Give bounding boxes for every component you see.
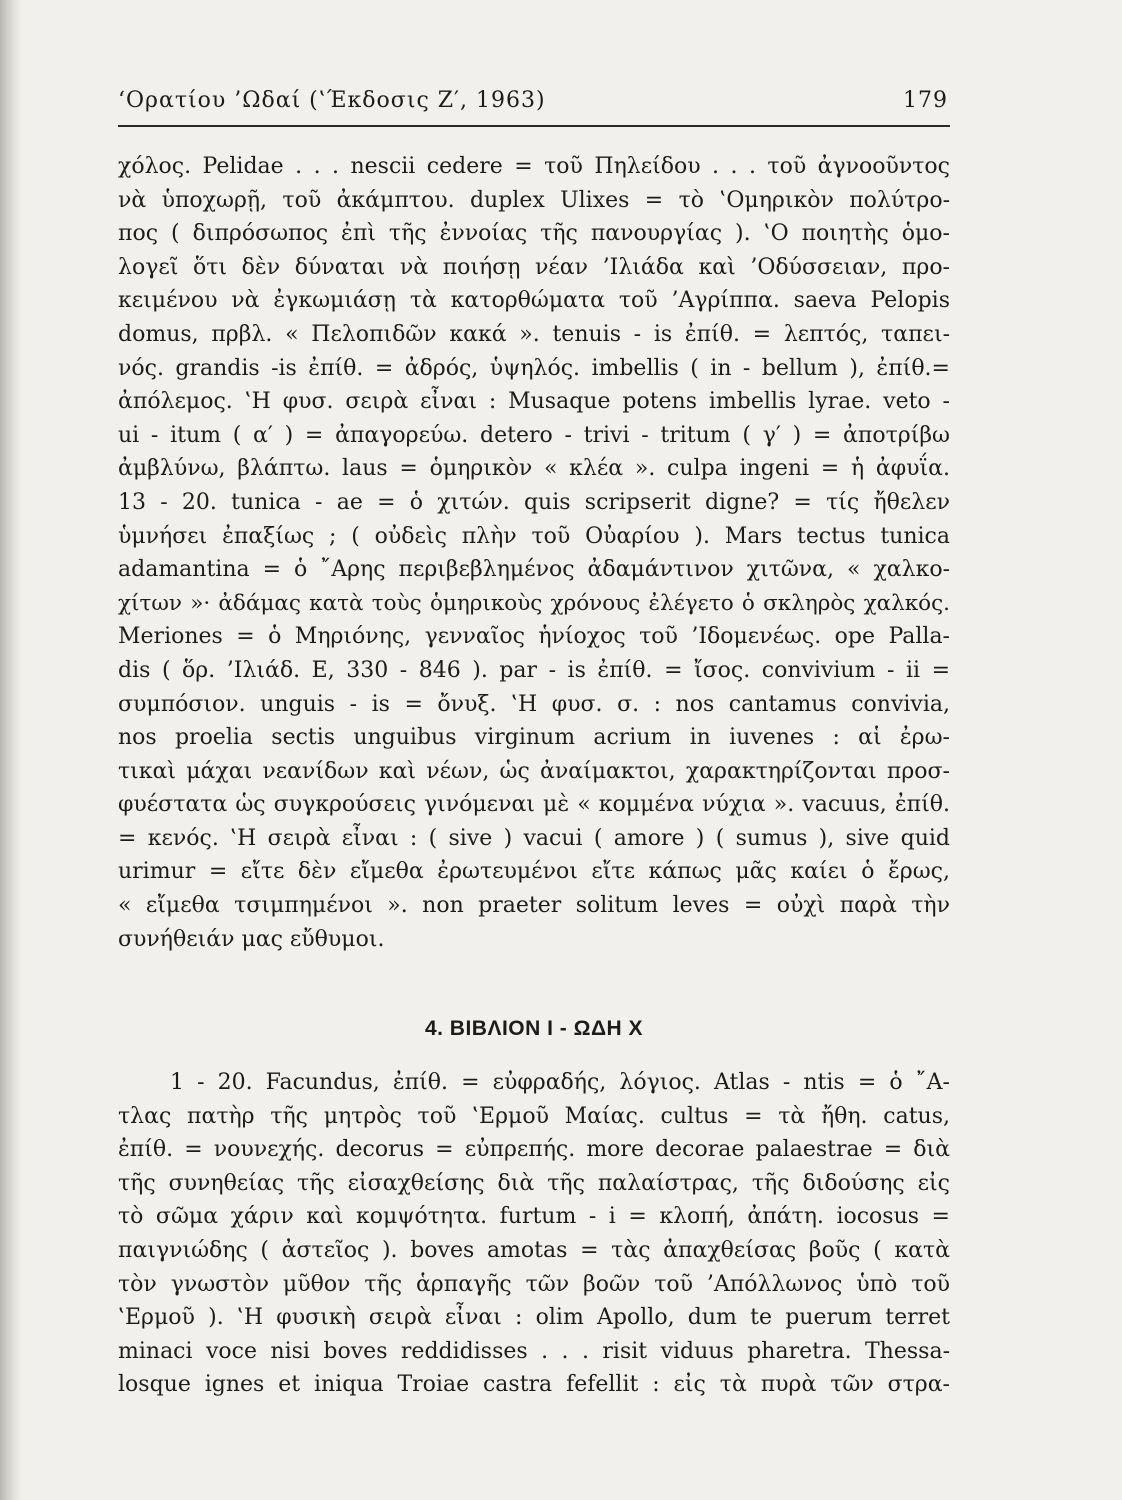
text-line: « εἴμεθα τσιμπημένοι ». non praeter solitum leves = οὐχὶ παρὰ τὴν [118,893,950,919]
text-line: nos proelia sectis unguibus virginum acrium in iuvenes : αἱ ἐρω- [118,725,950,751]
text-line: = κενός. ‛Η σειρὰ εἶναι : ( sive ) vacui ( amore ) ( sumus ), sive quid [118,825,950,851]
commentary-block-2 [118,1066,950,1402]
text-line: κειμένου νὰ ἐγκωμιάσῃ τὰ κατορθώματα τοῦ ’Αγρίππα. saeva Pelopis [118,288,950,314]
text-line: τὸ σῶμα χάριν καὶ κομψότητα. furtum - i = κλοπή, ἀπάτη. iocosus = [118,1204,950,1230]
text-line: τλας πατὴρ τῆς μητρὸς τοῦ ‛Ερμοῦ Μαίας. cultus = τὰ ἤθη. catus, [118,1103,950,1129]
text-line: urimur = εἴτε δὲν εἴμεθα ἐρωτευμένοι εἴτε κάπως μᾶς καίει ὁ ἔρως, [118,859,950,885]
text-line: ὑμνήσει ἐπαξίως ; ( οὐδεὶς πλὴν τοῦ Οὐαρίου ). Mars tectus tunica [118,523,950,549]
commentary-block-1 [118,150,950,956]
text-line: τικαὶ μάχαι νεανίδων καὶ νέων, ὡς ἀναίμακτοι, χαρακτηρίζονται προσ- [118,758,950,784]
text-line: συνήθειάν μας εὔθυμοι. [118,926,385,952]
text-line: Meriones = ὁ Μηριόνης, γενναῖος ἡνίοχος τοῦ ’Ιδομενέως. ope Palla- [118,624,950,650]
text-line: domus, πρβλ. « Πελοπιδῶν κακά ». tenuis - is ἐπίθ. = λεπτός, ταπει- [118,321,950,347]
text-line: 1 - 20. Facundus, ἐπίθ. = εὐφραδής, λόγιος. Atlas - ntis = ὁ ῎Α- [170,1070,950,1095]
text-line: συμπόσιον. unguis - is = ὄνυξ. ‛Η φυσ. σ. : nos cantamus convivia, [118,691,950,717]
header-title: ‘Ορατίου ’Ωδαί (‛Έκδοσις Ζ′, 1963) [118,88,546,113]
text-line: ἐπίθ. = νουνεχής. decorus = εὐπρεπής. more decorae palaestrae = διὰ [118,1137,950,1163]
text-line: φυέστατα ὡς συγκρούσεις γινόμεναι μὲ « κομμένα νύχια ». vacuus, ἐπίθ. [118,792,950,818]
text-line: νός. grandis -is ἐπίθ. = ἀδρός, ὑψηλός. imbellis ( in - bellum ), ἐπίθ.= [118,355,950,381]
text-line: νὰ ὑποχωρῇ, τοῦ ἀκάμπτου. duplex Ulixes = τὸ ‛Ομηρικὸν πολύτρο- [118,187,950,213]
text-line: dis ( ὅρ. ’Ιλιάδ. Ε, 330 - 846 ). par - is ἐπίθ. = ἴσος. convivium - ii = [118,657,950,683]
text-line: παιγνιώδης ( ἀστεῖος ). boves amotas = τὰς ἀπαχθείσας βοῦς ( κατὰ [118,1237,950,1263]
text-line: adamantina = ὁ ῎Αρης περιβεβλημένος ἀδαμάντινον χιτῶνα, « χαλκο- [118,557,950,583]
text-line: ‛Ερμοῦ ). ‛Η φυσικὴ σειρὰ εἶναι : olim Apollo, dum te puerum terret [118,1305,950,1331]
text-line: 13 - 20. tunica - ae = ὁ χιτών. quis scripserit digne? = τίς ἤθελεν [118,489,950,515]
text-line: ui - itum ( α′ ) = ἀπαγορεύω. detero - trivi - tritum ( γ′ ) = ἀποτρίβω [118,422,950,448]
text-line: χίτων »· ἀδάμας κατὰ τοὺς ὁμηρικοὺς χρόνους ἐλέγετο ὁ σκληρὸς χαλκός. [118,590,950,616]
text-line: χόλος. Pelidae . . . nescii cedere = τοῦ Πηλείδου . . . τοῦ ἀγνοοῦντος [118,154,950,179]
header-rule [118,125,950,127]
text-line: τὸν γνωστὸν μῦθον τῆς ἁρπαγῆς τῶν βοῶν τοῦ ’Απόλλωνος ὑπὸ τοῦ [118,1271,950,1297]
page-left-edge-shadow [0,0,22,1500]
text-line: losque ignes et iniqua Troiae castra fefellit : εἰς τὰ πυρὰ τῶν στρα- [118,1372,950,1398]
text-line: λογεῖ ὅτι δὲν δύναται νὰ ποιήσῃ νέαν ’Ιλιάδα καὶ ’Οδύσσειαν, προ- [118,254,950,280]
section-heading: 4. ΒΙΒΛΙΟΝ Ι - ΩΔΗ Χ [424,1017,644,1040]
page-number: 179 [903,88,948,113]
running-header [118,88,948,128]
text-line: ἀμβλύνω, βλάπτω. laus = ὁμηρικὸν « κλέα ». culpa ingeni = ἡ ἀφυΐα. [118,456,950,482]
text-line: ἀπόλεμος. ‛Η φυσ. σειρὰ εἶναι : Musaque potens imbellis lyrae. veto - [118,389,950,415]
text-line: πος ( διπρόσωπος ἐπὶ τῆς ἐννοίας τῆς πανουργίας ). ‛Ο ποιητὴς ὁμο- [118,221,950,247]
text-line: τῆς συνηθείας τῆς εἰσαχθείσης διὰ τῆς παλαίστρας, τῆς διδούσης εἰς [118,1170,950,1196]
text-line: minaci voce nisi boves reddidisses . . . risit viduus pharetra. Thessa- [118,1338,950,1364]
